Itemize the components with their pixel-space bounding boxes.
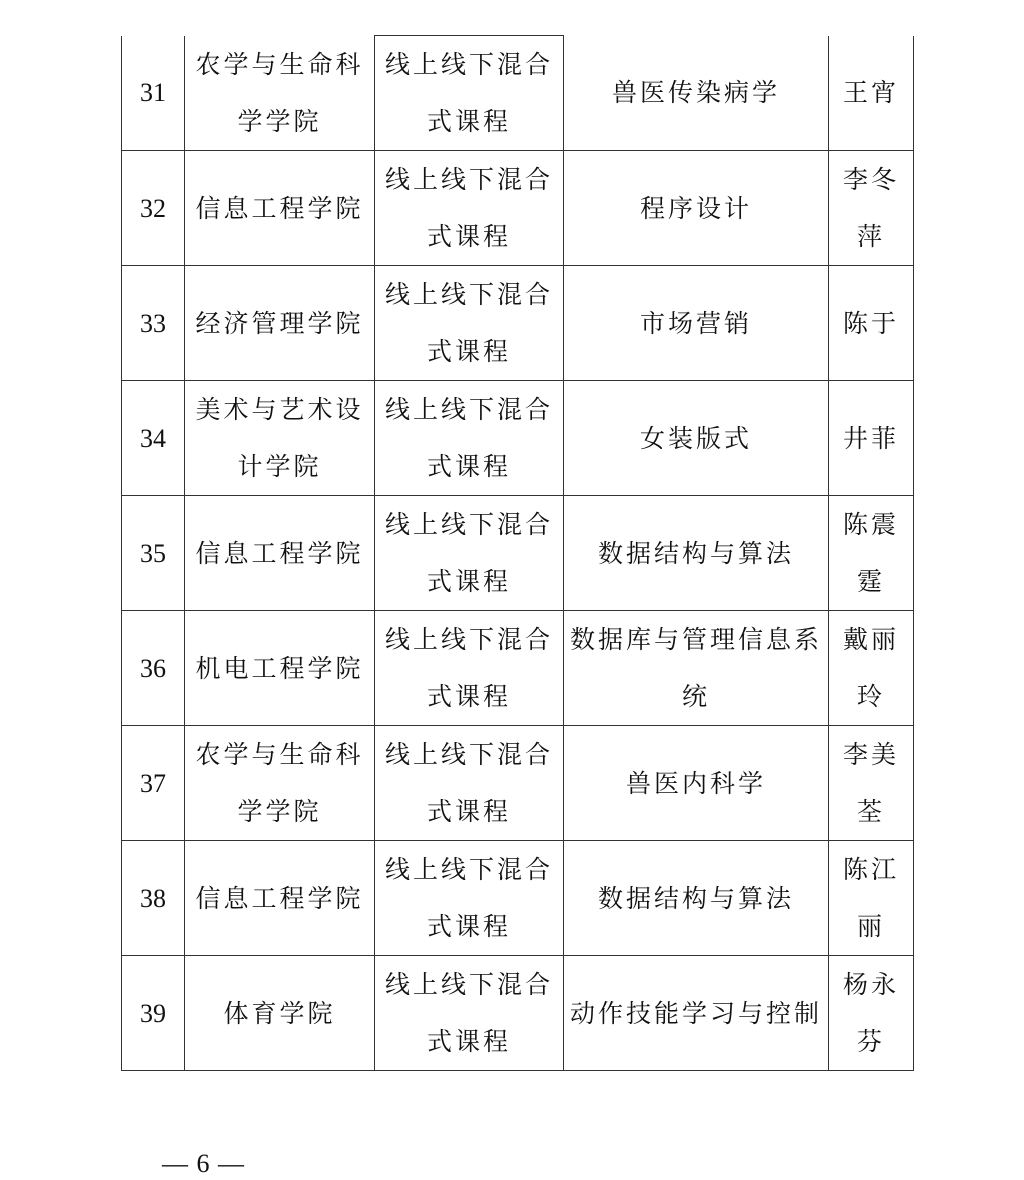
course-type-cell: 线上线下混合式课程	[375, 841, 564, 956]
college-cell: 信息工程学院	[185, 151, 375, 266]
course-table	[121, 35, 914, 1071]
table-row	[122, 381, 914, 496]
table-row	[122, 726, 914, 841]
teacher-cell: 陈于	[829, 266, 914, 381]
teacher-cell: 陈震霆	[829, 496, 914, 611]
row-number-cell: 36	[122, 611, 185, 726]
row-number-cell: 32	[122, 151, 185, 266]
course-type-cell: 线上线下混合式课程	[375, 611, 564, 726]
college-cell: 信息工程学院	[185, 841, 375, 956]
teacher-cell: 杨永芬	[829, 956, 914, 1071]
table-row	[122, 956, 914, 1071]
table-row	[122, 611, 914, 726]
row-number-cell: 34	[122, 381, 185, 496]
course-type-cell: 线上线下混合式课程	[375, 726, 564, 841]
row-number-cell: 35	[122, 496, 185, 611]
table-row	[122, 266, 914, 381]
college-cell: 机电工程学院	[185, 611, 375, 726]
course-type-cell: 线上线下混合式课程	[375, 496, 564, 611]
table-row	[122, 151, 914, 266]
teacher-cell: 李美荃	[829, 726, 914, 841]
teacher-cell: 井菲	[829, 381, 914, 496]
college-cell: 信息工程学院	[185, 496, 375, 611]
course-name-cell: 动作技能学习与控制	[564, 956, 829, 1071]
college-cell: 美术与艺术设计学院	[185, 381, 375, 496]
table-row	[122, 36, 914, 151]
table-row	[122, 841, 914, 956]
row-number-cell: 31	[122, 36, 185, 151]
course-name-cell: 数据库与管理信息系统	[564, 611, 829, 726]
college-cell: 农学与生命科学学院	[185, 36, 375, 151]
row-number-cell: 33	[122, 266, 185, 381]
course-name-cell: 市场营销	[564, 266, 829, 381]
college-cell: 农学与生命科学学院	[185, 726, 375, 841]
table-row	[122, 496, 914, 611]
teacher-cell: 李冬萍	[829, 151, 914, 266]
row-number-cell: 37	[122, 726, 185, 841]
course-type-cell: 线上线下混合式课程	[375, 151, 564, 266]
course-table-body	[122, 36, 914, 1071]
course-type-cell: 线上线下混合式课程	[375, 956, 564, 1071]
row-number-cell: 38	[122, 841, 185, 956]
teacher-cell: 戴丽玲	[829, 611, 914, 726]
college-cell: 经济管理学院	[185, 266, 375, 381]
course-name-cell: 兽医内科学	[564, 726, 829, 841]
course-name-cell: 数据结构与算法	[564, 496, 829, 611]
row-number-cell: 39	[122, 956, 185, 1071]
course-name-cell: 女装版式	[564, 381, 829, 496]
course-name-cell: 程序设计	[564, 151, 829, 266]
teacher-cell: 王宵	[829, 36, 914, 151]
college-cell: 体育学院	[185, 956, 375, 1071]
course-type-cell: 线上线下混合式课程	[375, 36, 564, 151]
teacher-cell: 陈江丽	[829, 841, 914, 956]
course-type-cell: 线上线下混合式课程	[375, 381, 564, 496]
page-number: — 6 —	[162, 1149, 245, 1178]
course-name-cell: 数据结构与算法	[564, 841, 829, 956]
course-type-cell: 线上线下混合式课程	[375, 266, 564, 381]
course-name-cell: 兽医传染病学	[564, 36, 829, 151]
